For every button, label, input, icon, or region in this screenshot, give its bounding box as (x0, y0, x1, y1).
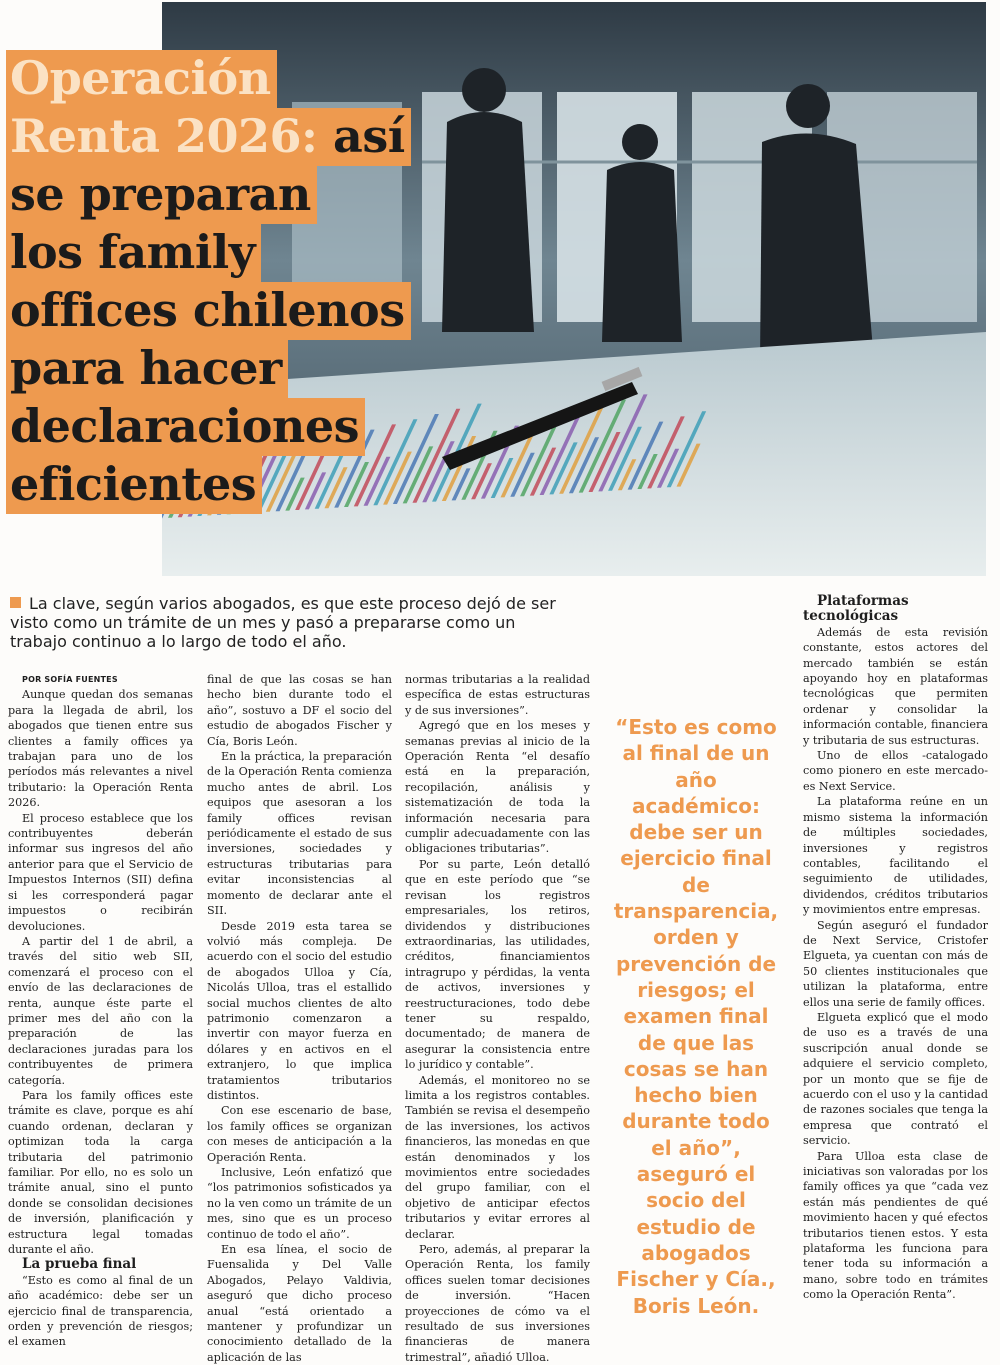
paragraph: El proceso establece que los contribuyentes deberán informar sus ingresos del año anterior para que el Servicio de Impuestos Internos (SII) defina si les corresponderá pagar impuestos o recibirán devoluciones. (8, 811, 193, 933)
article-column-1 (8, 672, 193, 1350)
article-column-5 (803, 594, 988, 1303)
paragraph: A partir del 1 de abril, a través del sitio web SII, comenzará el proceso con el envío de las declaraciones de renta, aunque éste parte el primer mes del año con la preparación de las declaraciones juradas para los contribuyentes de primera categoría. (8, 934, 193, 1087)
paragraph: Con ese escenario de base, los family offices se organizan con meses de anticipación a la Operación Renta. (207, 1104, 392, 1164)
headline (6, 50, 406, 514)
paragraph: En esa línea, el socio de Fuensalida y Del Valle Abogados, Pelayo Valdivia, aseguró que dicho proceso anual “está orientado a mantener y profundizar un conocimiento detallado de la aplicación de las (207, 1243, 392, 1364)
paragraph: Además de esta revisión constante, estos actores del mercado también se están apoyando hoy en plataformas tecnológicas que permiten ordenar y consolidar la información contable, financiera y tributaria de sus estructuras. (803, 625, 988, 747)
bullet-square-icon (10, 597, 21, 608)
paragraph: Además, el monitoreo no se limita a los registros contables. También se revisa el desempeño de las inversiones, los activos financieros, las monedas en que están denominados y los movimientos entre sociedades del grupo familiar, con el objetivo de anticipar efectos tributarios y evitar errores al declarar. (405, 1073, 590, 1241)
subheading: La prueba final (22, 1256, 137, 1273)
paragraph: En la práctica, la preparación de la Operación Renta comienza mucho antes de abril. Los equipos que asesoran a los family offices revisan periódicamente el estado de sus inversiones, sociedades y estructuras tributarias para evitar inconsistencias al momento de declarar ante el SII. (207, 750, 392, 918)
headline-line: offices chilenos (6, 282, 411, 340)
paragraph: Desde 2019 esta tarea se volvió más compleja. De acuerdo con el socio del estudio de abogados Ulloa y Cía, Nicolás Ulloa, tras el estallido social muchos clientes de alto patrimonio comenzaron a invertir con mayor fuerza en dólares y en activos en el extranjero, lo que implica tratamientos tributarios distintos. (207, 919, 392, 1102)
paragraph: Para Ulloa esta clase de iniciativas son valoradas por los family offices ya que “cada vez están más pendientes de qué movimiento hacen y qué efectos tributarios tienen estos. Y esta plataforma les funciona para tener toda su información a mano, sobre todo en trámites como la Operación Renta”. (803, 1149, 988, 1302)
headline-line: Renta 2026: así (6, 108, 411, 166)
headline-line: Operación (6, 50, 277, 108)
paragraph: Para los family offices este trámite es clave, porque es ahí cuando ordenan, declaran y optimizan toda la carga tributaria del patrimonio familiar. Por ello, no es solo un trámite anual, sino el punto donde se consolidan decisiones de inversión, planificación y estructura legal tomadas durante el año. (8, 1088, 193, 1257)
paragraph: Elgueta explicó que el modo de uso es a través de una suscripción anual donde se adquiere el servicio completo, por un monto que se fije de acuerdo con el uso y la cantidad de razones sociales que tenga la empresa que contrató el servicio. (803, 1010, 988, 1148)
headline-line: se preparan (6, 166, 317, 224)
subheading: Plataformas tecnológicas (803, 593, 909, 625)
article-column-2 (207, 672, 392, 1365)
pull-quote: “Esto es como al final de un año académico: debe ser un ejercicio final de transparencia, orden y prevención de riesgos; el examen final de que las cosas se han hecho bien durante todo el año”, aseguró el socio del estudio de abogados Fischer y Cía., Boris León. (613, 715, 779, 1318)
headline-line: para hacer (6, 340, 288, 398)
paragraph: Agregó que en los meses y semanas previas al inicio de la Operación Renta “el desafío está en la preparación, recopilación, análisis y sistematización de toda la información necesaria para cumplir adecuadamente con las obligaciones tributarias”. (405, 719, 590, 856)
paragraph: Según aseguró el fundador de Next Service, Cristofer Elgueta, ya cuentan con más de 50 clientes institucionales que utilizan la plataforma, entre ellos una serie de family offices. (803, 918, 988, 1009)
headline-line: los family (6, 224, 261, 282)
byline: POR SOFÍA FUENTES (22, 675, 118, 684)
paragraph: final de que las cosas se han hecho bien durante todo el año”, sostuvo a DF el socio del estudio de abogados Fischer y Cía, Boris León. (207, 673, 392, 748)
paragraph: Pero, además, al preparar la Operación Renta, los family offices suelen tomar decisiones de inversión. “Hacen proyecciones de cómo va el resultado de sus inversiones financieras de manera trimestral”, añadió Ulloa. (405, 1243, 590, 1364)
paragraph: normas tributarias a la realidad específica de estas estructuras y de sus inversiones”. (405, 673, 590, 717)
paragraph: Aunque quedan dos semanas para la llegada de abril, los abogados que tienen entre sus clientes a family offices ya trabajan para uno de los períodos más relevantes a nivel tributario: la Operación Renta 2026. (8, 688, 193, 810)
paragraph: La plataforma reúne en un mismo sistema la información de múltiples sociedades, inversiones y registros contables, facilitando el seguimiento de utilidades, dividendos, créditos tributarios y movimientos entre empresas. (803, 795, 988, 917)
lead-paragraph: La clave, según varios abogados, es que este proceso dejó de ser visto como un trámite de un mes y pasó a prepararse como un trabajo continuo a lo largo de todo el año. (10, 594, 556, 651)
paragraph: Inclusive, León enfatizó que “los patrimonios sofisticados ya no la ven como un trámite de un mes, sino que es un proceso continuo de todo el año”. (207, 1166, 392, 1241)
headline-line: declaraciones (6, 398, 365, 456)
article-column-3 (405, 672, 590, 1365)
paragraph: Uno de ellos -catalogado como pionero en este mercado- es Next Service. (803, 749, 988, 793)
paragraph: Por su parte, León detalló que en este período que “se revisan los registros empresariales, los retiros, dividendos y distribuciones extraordinarias, las utilidades, créditos, financiamientos intragrupo y pérdidas, la venta de activos, inversiones y reestructuraciones, todo debe tener su respaldo, documentado; de manera de asegurar la consistencia entre lo jurídico y contable”. (405, 857, 590, 1072)
paragraph: “Esto es como al final de un año académico: debe ser un ejercicio final de transparencia, orden y prevención de riesgos; el examen (8, 1273, 193, 1349)
headline-line: eficientes (6, 456, 262, 514)
